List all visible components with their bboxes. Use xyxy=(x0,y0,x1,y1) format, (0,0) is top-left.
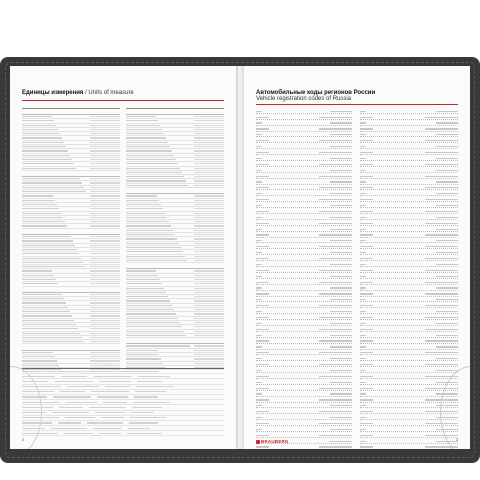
brand-logo-text: BRAUBERG xyxy=(261,439,289,444)
left-page-title-ru: Единицы измерения xyxy=(22,90,84,96)
conversion-table xyxy=(22,368,224,429)
units-table-header xyxy=(126,104,224,109)
left-page-title: Единицы измерения / Units of measure xyxy=(22,90,134,96)
left-title-rule xyxy=(22,100,224,101)
right-title-rule xyxy=(256,104,458,105)
table-footnote xyxy=(22,360,122,368)
table-row xyxy=(22,431,224,436)
table-row xyxy=(126,334,224,338)
table-row xyxy=(22,282,120,286)
region-codes-col2 xyxy=(360,108,458,449)
right-page-title xyxy=(256,90,375,102)
table-row xyxy=(22,167,120,171)
left-page-number: 2 xyxy=(22,437,25,442)
right-page-title-en: Vehicle registration codes of Russia xyxy=(256,96,352,102)
units-table-col1 xyxy=(22,104,120,372)
units-table-header xyxy=(22,104,120,109)
right-page-number: 3 xyxy=(455,437,458,442)
region-codes-col1 xyxy=(256,108,352,449)
region-code-line xyxy=(256,444,352,449)
table-row xyxy=(126,259,224,263)
brand-logo-icon xyxy=(256,440,260,444)
right-page-title-ru: Автомобильные коды регионов России xyxy=(256,90,376,96)
book-gutter xyxy=(236,66,244,449)
region-code-line xyxy=(360,444,458,449)
brand-logo xyxy=(256,439,289,444)
right-page xyxy=(244,66,470,449)
table-row xyxy=(22,224,120,228)
units-table-col2 xyxy=(126,104,224,370)
left-page xyxy=(10,66,236,449)
left-page-title-en: Units of measure xyxy=(88,90,134,96)
table-row xyxy=(22,340,120,344)
table-row xyxy=(126,184,224,188)
